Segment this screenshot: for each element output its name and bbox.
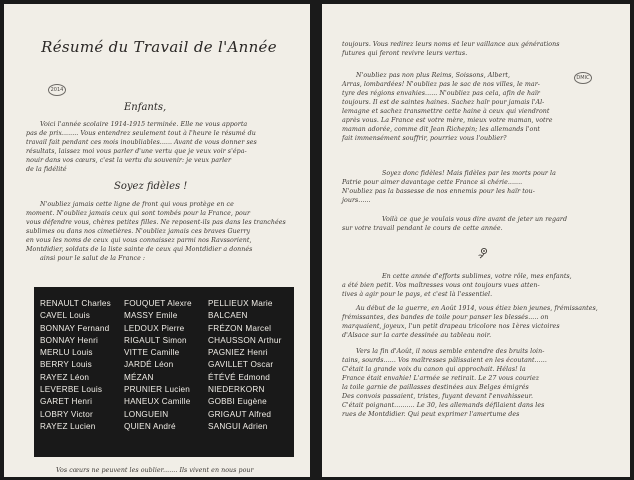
memorial-name: LOBRY Victor: [40, 409, 93, 419]
text-line: C'était poignant.......... Le 30, les allemands défilaient dans les: [342, 402, 545, 409]
year-efforts-paragraph: [342, 272, 618, 299]
memorial-name: PAGNIEZ Henri: [208, 348, 268, 358]
fidelity-heading: Soyez fidèles !: [114, 181, 188, 192]
text-line: C'était la grande voix du canon qui approchait. Hélas! la: [342, 366, 526, 373]
text-line: résultats, laissez moi vous parler d'une vertu que je veux voir s'épa-: [26, 148, 247, 155]
archive-stamp: 2014: [48, 84, 66, 96]
left-page: [4, 4, 310, 477]
memorial-name: GRIGAUT Alfred: [208, 409, 272, 419]
memorial-name: BERRY Louis: [40, 360, 92, 370]
names-column-2: [124, 298, 192, 433]
memorial-name: MASSY Emile: [124, 311, 178, 321]
memorial-name: RAYEZ Léon: [40, 372, 90, 382]
memorial-name: HANEUX Camille: [124, 397, 191, 407]
text-line: tyre des régions envahies...... N'oubliez pas cela, afin de haïr: [342, 90, 540, 97]
memorial-name: RAYEZ Lucien: [40, 421, 96, 431]
memorial-names-panel: [34, 287, 294, 457]
memorial-name: SANGUI Adrien: [208, 421, 268, 431]
memorial-name: LEVERBE Louis: [40, 385, 103, 395]
text-line: Au début de la guerre, en Août 1914, vous étiez bien jeunes, frémissantes,: [356, 305, 598, 312]
memorial-name: GOBBI Eugène: [208, 397, 267, 407]
text-line: N'oubliez pas la bassesse de nos ennemis pour les haïr tou-: [342, 188, 535, 195]
text-line: tives à agir pour le pays, et c'est là l'essentiel.: [342, 291, 493, 298]
text-line: toujours. Vous redirez leurs noms et leur vaillance aux générations: [342, 41, 560, 48]
text-line: rues de Montdidier. Qui peut exprimer l'amertume des: [342, 411, 520, 418]
memorial-name: FOUQUET Alexre: [124, 299, 192, 308]
text-line: fait immensément souffrir, pourriez vous l'oublier?: [342, 135, 507, 142]
right-page: [322, 4, 630, 477]
memorial-name: ÉTÉVÉ Edmond: [208, 372, 271, 382]
memorial-name: RIGAULT Simon: [124, 335, 187, 345]
invasion-paragraph: [342, 347, 618, 419]
memorial-name: PRUNIER Lucien: [124, 385, 191, 395]
footer-line: Vos cœurs ne peuvent les oublier....... Ils vivent en nous pour: [56, 467, 254, 474]
text-line: Voici l'année scolaire 1914-1915 terminée. Elle ne vous apporta: [40, 121, 248, 128]
flower-ornament-icon: [476, 247, 490, 259]
text-line: toujours. Il est de saintes haines. Sachez haïr pour jamais l'Al-: [342, 99, 545, 106]
intro-paragraph: [26, 120, 296, 174]
memorial-name: BONNAY Fernand: [40, 323, 110, 333]
text-line: sublimes ou dans nos cimetières. N'oubliez jamais ces braves Guerry: [26, 228, 251, 235]
memorial-name: PELLIEUX Marie: [208, 299, 273, 308]
memorial-name: LEDOUX Pierre: [124, 323, 185, 333]
text-line: sur votre travail pendant le cours de cette année.: [342, 225, 503, 232]
text-line: ainsi pour le salut de la France :: [40, 255, 146, 262]
text-line: Patrie pour aimer davantage cette France si chérie.......: [342, 179, 523, 186]
text-line: jours......: [342, 197, 371, 204]
transition-paragraph: [342, 215, 618, 233]
memorial-name: CAVEL Louis: [40, 311, 90, 321]
text-line: nouir dans vos cœurs, c'est la vertu du souvenir: je veux parler: [26, 157, 232, 164]
text-line: Voilà ce que je voulais vous dire avant de jeter un regard: [382, 216, 568, 223]
text-line: tains, sourds...... Vos maîtresses pâlissaient en les écoutant......: [342, 357, 547, 364]
memorial-name: QUIEN André: [124, 421, 176, 431]
page-title: Résumé du Travail de l'Année: [41, 38, 277, 56]
memorial-name: FRÉZON Marcel: [208, 323, 272, 333]
greeting-heading: Enfants,: [124, 102, 167, 113]
fidelity-paragraph: [26, 200, 296, 263]
archive-stamp: DMIC: [574, 72, 592, 84]
text-line: en vous les noms de ceux qui vous connaissez parmi nos Ravssorient,: [26, 237, 252, 244]
memorial-name: CHAUSSON Arthur: [208, 335, 282, 345]
memorial-name: MERLU Louis: [40, 348, 93, 358]
text-line: après vous. La France est votre mère, mieux votre maman, votre: [342, 117, 553, 124]
text-line: Soyez donc fidèles! Mais fidèles par les morts pour la: [382, 170, 556, 177]
text-line: France était envahie! L'armée se retirait. Le 27 vous couriez: [342, 375, 540, 382]
memorial-name: BALCAEN: [208, 311, 248, 321]
memorial-name: BONNAY Henri: [40, 335, 99, 345]
names-column-1: [40, 298, 111, 433]
cities-paragraph: [342, 71, 574, 143]
text-line: travail fait pendant ces mois inoubliables...... Avant de vous donner ses: [26, 139, 257, 146]
text-line: N'oubliez jamais cette ligne de front qui vous protège en ce: [40, 201, 234, 208]
text-line: En cette année d'efforts sublimes, votre rôle, mes enfants,: [382, 273, 572, 280]
text-line: d'Alsace sur la carte dessinée au tableau noir.: [342, 332, 492, 339]
text-line: Montdidier, soldats de la liste sainte de ceux qui Montdidier a donnés: [26, 246, 253, 253]
text-line: Vers la fin d'Août, il nous semble entendre des bruits loin-: [356, 348, 545, 355]
text-line: maman adorée, comme dit Jean Richepin; les allemands l'ont: [342, 126, 541, 133]
memorial-name: MÉZAN: [124, 372, 154, 382]
memorial-name: VITTE Camille: [124, 348, 180, 358]
memorial-name: NIEDERKORN: [208, 385, 265, 395]
continuation-paragraph: [342, 40, 618, 58]
text-line: a été bien petit. Vos maîtresses vous ont toujours vues atten-: [342, 282, 540, 289]
text-line: moment. N'oubliez jamais ceux qui sont tombés pour la France, pour: [26, 210, 251, 217]
text-line: pas de prix........ Vous entendrez seulement tout à l'heure le résumé du: [26, 130, 256, 137]
memorial-name: GARET Henri: [40, 397, 93, 407]
text-line: futures qui feront revivre leurs vertus.: [342, 50, 468, 57]
page-gutter: [310, 0, 322, 480]
text-line: N'oubliez pas non plus Reims, Soissons, Albert,: [356, 72, 511, 79]
war-start-paragraph: [342, 304, 618, 340]
text-line: Arras, lombardées! N'oubliez pas le sac de nos villes, le mar-: [342, 81, 540, 88]
text-line: la toile garnie de paillasses destinées aux Belges émigrés: [342, 384, 529, 391]
text-line: frémissantes, des bandes de toile pour panser les blessés..... on: [342, 314, 549, 321]
memorial-name: LONGUEIN: [124, 409, 169, 419]
memorial-name: GAVILLET Oscar: [208, 360, 274, 370]
faithful-paragraph: [342, 169, 618, 205]
text-line: de la fidélité: [26, 166, 67, 173]
text-line: vous défendre vous, chères petites filles. Ne reposent-ils pas dans les tranchées: [26, 219, 286, 226]
memorial-name: RENAULT Charles: [40, 299, 111, 308]
memorial-name: JARDÉ Léon: [124, 360, 174, 370]
text-line: marquaient, joyeux, l'un petit drapeau tricolore nos 1ères victoires: [342, 323, 560, 330]
text-line: lemagne et sachez transmettre cette haine à ceux qui viendront: [342, 108, 550, 115]
text-line: Des convois passaient, tristes, fuyant devant l'envahisseur.: [342, 393, 533, 400]
names-column-3: [208, 298, 282, 433]
